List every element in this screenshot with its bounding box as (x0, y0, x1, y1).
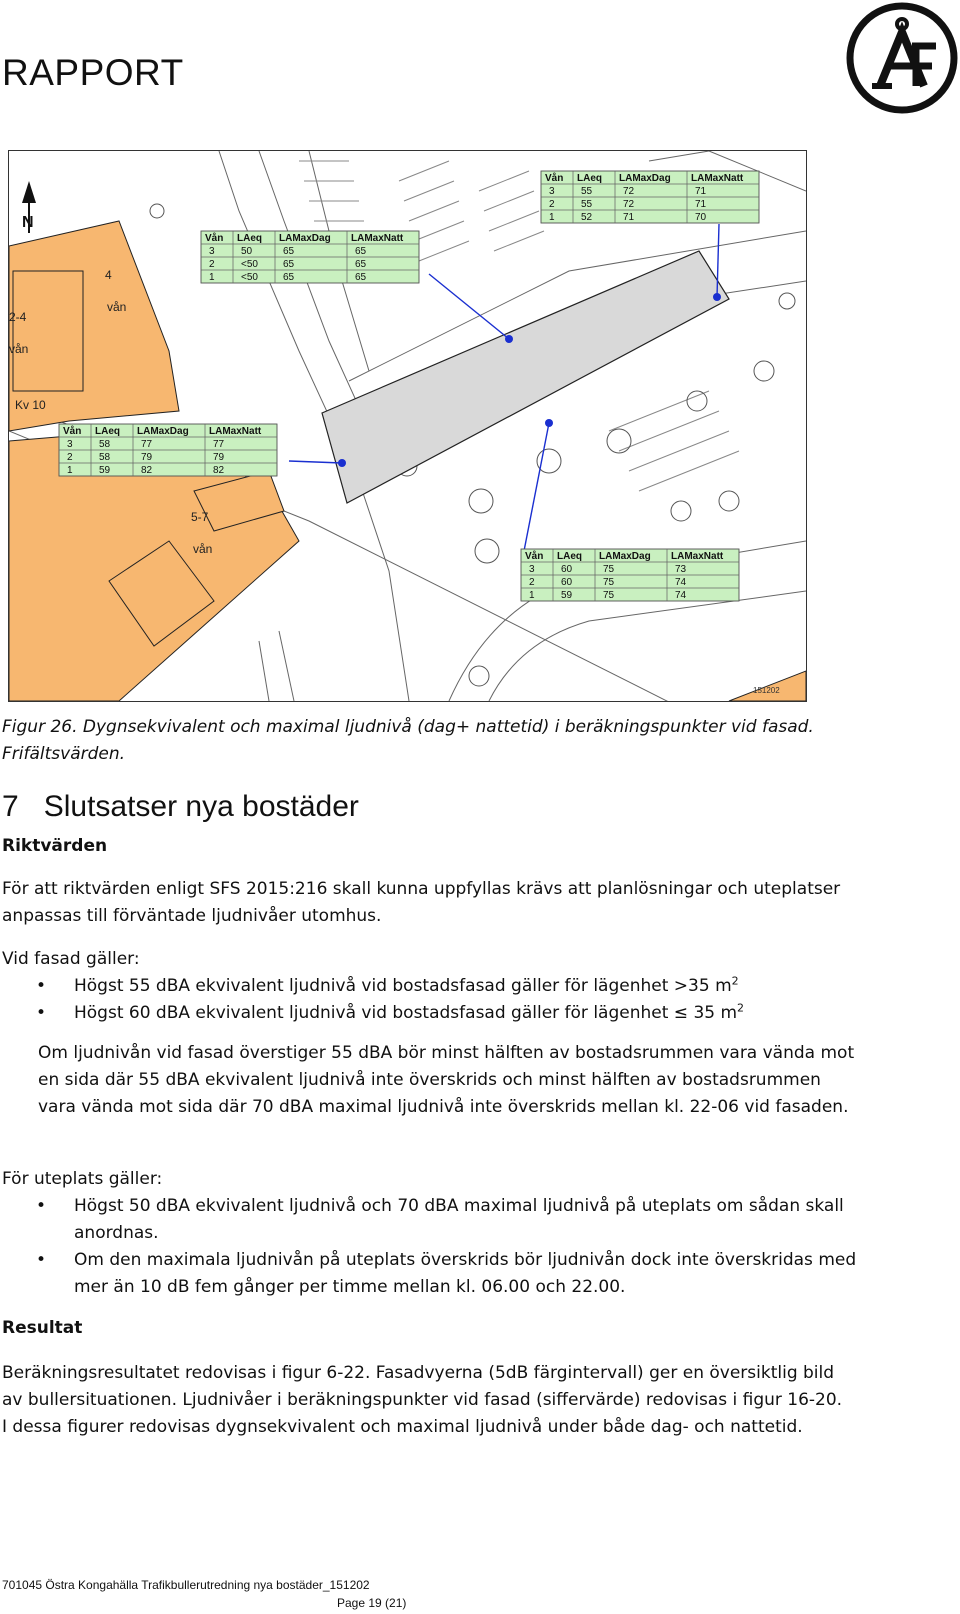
table-header-cell: LAMaxNatt (351, 233, 404, 244)
bullet-text: Om den maximala ljudnivån på uteplats överskrids bör ljudnivån dock inte överskridas med mer än 10 dB fem gånger per timme mellan kl. 06.00 och 22.00. (74, 1250, 857, 1297)
table-cell: 71 (623, 212, 635, 223)
table-header-cell: LAeq (237, 233, 262, 244)
noise-table (541, 171, 759, 223)
table-cell: 75 (603, 590, 615, 601)
table-cell: 52 (581, 212, 593, 223)
uteplats-heading: För uteplats gäller: (2, 1169, 163, 1189)
company-logo (846, 2, 958, 114)
noise-table (59, 424, 277, 476)
table-cell: 3 (209, 246, 215, 257)
table-header-cell: LAeq (557, 551, 582, 562)
table-cell: 71 (695, 186, 707, 197)
table-cell: 71 (695, 199, 707, 210)
noise-table (201, 231, 419, 283)
figure-caption: Figur 26. Dygnsekvivalent och maximal ljudnivå (dag+ nattetid) i beräkningspunkter vid fasad. Frifältsvärden. (2, 717, 814, 764)
resultat-heading: Resultat (2, 1318, 83, 1338)
riktvarden-heading: Riktvärden (2, 836, 108, 856)
bullet-dot: • (36, 976, 47, 996)
table-cell: 65 (355, 246, 367, 257)
table-cell: 2 (529, 577, 535, 588)
table-header-cell: LAMaxDag (279, 233, 331, 244)
footer-document: 701045 Östra Kongahälla Trafikbullerutredning nya bostäder_151202 (2, 1578, 370, 1592)
intro-paragraph: För att riktvärden enligt SFS 2015:216 skall kunna uppfyllas krävs att planlösningar och uteplatser anpassas till förväntade ljudnivåer utomhus. (2, 879, 841, 926)
table-cell: 58 (99, 452, 111, 463)
table-cell: 79 (141, 452, 153, 463)
table-header-cell: Vån (63, 426, 82, 437)
table-cell: 74 (675, 577, 687, 588)
table-cell: 1 (529, 590, 535, 601)
map-drawing (9, 151, 806, 701)
bullet-text: Högst 50 dBA ekvivalent ljudnivå och 70 dBA maximal ljudnivå på uteplats om sådan skall anordnas. (74, 1196, 844, 1243)
table-cell: <50 (241, 259, 258, 270)
table-cell: 65 (283, 246, 295, 257)
table-cell: 58 (99, 439, 111, 450)
bullet-text: Högst 55 dBA ekvivalent ljudnivå vid bostadsfasad gäller för lägenhet >35 m (74, 976, 732, 996)
table-header-cell: Vån (205, 233, 224, 244)
footer-page-number: Page 19 (21) (337, 1596, 407, 1610)
table-cell: 65 (355, 259, 367, 270)
table-cell: <50 (241, 272, 258, 283)
table-header-cell: LAeq (95, 426, 120, 437)
table-cell: 65 (355, 272, 367, 283)
table-cell: 2 (67, 452, 73, 463)
table-cell: 55 (581, 186, 593, 197)
table-cell: 75 (603, 577, 615, 588)
table-cell: 79 (213, 452, 225, 463)
map-stamp: 151202 (753, 686, 780, 695)
section-title (2, 790, 359, 824)
bullet-dot: • (36, 1003, 47, 1023)
bullet-dot: • (36, 1196, 47, 1216)
fasad-heading: Vid fasad gäller: (2, 949, 140, 969)
floors-unit-label: vån (193, 542, 213, 556)
table-cell: 65 (283, 272, 295, 283)
bullet-sup: 2 (737, 1001, 745, 1015)
floors-range-label: 5-7 (191, 510, 209, 524)
bullet-sup: 2 (731, 974, 739, 988)
table-cell: 70 (695, 212, 707, 223)
table-cell: 2 (209, 259, 215, 270)
north-label: N (22, 214, 34, 231)
table-cell: 82 (141, 465, 153, 476)
fasad-note: Om ljudnivån vid fasad överstiger 55 dBA bör minst hälften av bostadsrummen vara vända mot en sida där 55 dBA ekvivalent ljudnivå inte överskrids och minst hälften av bostadsrummen vara vända mot sida där 70 dBA maximal ljudnivå inte överskrids mellan kl. 22-06 vid fasaden. (38, 1043, 855, 1117)
table-cell: 50 (241, 246, 253, 257)
table-cell: 1 (209, 272, 215, 283)
report-header: RAPPORT (2, 52, 184, 93)
table-header-cell: LAMaxDag (137, 426, 189, 437)
table-cell: 1 (549, 212, 555, 223)
table-header-cell: LAMaxNatt (209, 426, 262, 437)
floors-unit-label: vån (9, 342, 29, 356)
block-label: Kv 10 (15, 398, 46, 412)
table-cell: 77 (213, 439, 225, 450)
resultat-paragraph: Beräkningsresultatet redovisas i figur 6-22. Fasadvyerna (5dB färgintervall) ger en översiktlig bild av bullersituationen. Ljudnivåer i beräkningspunkter vid fasad (siffervärde) redovisas i figur 16-20. I dessa figurer redovisas dygnsekvivalent och maximal ljudnivå under både dag- och nattetid. (2, 1363, 843, 1437)
table-header-cell: LAeq (577, 173, 602, 184)
table-cell: 77 (141, 439, 153, 450)
table-cell: 2 (549, 199, 555, 210)
noise-table (521, 549, 739, 601)
floors-unit-label: vån (107, 300, 127, 314)
table-cell: 59 (99, 465, 111, 476)
north-arrow-icon (22, 181, 36, 233)
table-cell: 74 (675, 590, 687, 601)
table-cell: 60 (561, 577, 573, 588)
table-header-cell: LAMaxDag (619, 173, 671, 184)
table-header-cell: LAMaxNatt (671, 551, 724, 562)
table-header-cell: LAMaxNatt (691, 173, 744, 184)
table-header-cell: Vån (545, 173, 564, 184)
table-cell: 3 (529, 564, 535, 575)
bullet-text: Högst 60 dBA ekvivalent ljudnivå vid bostadsfasad gäller för lägenhet ≤ 35 m (74, 1003, 738, 1023)
noise-map-figure (8, 150, 807, 702)
table-cell: 1 (67, 465, 73, 476)
table-cell: 72 (623, 186, 635, 197)
table-cell: 72 (623, 199, 635, 210)
table-cell: 75 (603, 564, 615, 575)
floors-label: 4 (105, 268, 112, 282)
table-cell: 65 (283, 259, 295, 270)
table-header-cell: Vån (525, 551, 544, 562)
table-cell: 3 (549, 186, 555, 197)
table-header-cell: LAMaxDag (599, 551, 651, 562)
table-cell: 59 (561, 590, 573, 601)
table-cell: 60 (561, 564, 573, 575)
bullet-dot: • (36, 1250, 47, 1270)
section-title-text: Slutsatser nya bostäder (43, 790, 359, 823)
floors-range-label: 2-4 (9, 310, 27, 324)
table-cell: 73 (675, 564, 687, 575)
section-number: 7 (2, 790, 19, 823)
table-cell: 3 (67, 439, 73, 450)
table-cell: 82 (213, 465, 225, 476)
table-cell: 55 (581, 199, 593, 210)
